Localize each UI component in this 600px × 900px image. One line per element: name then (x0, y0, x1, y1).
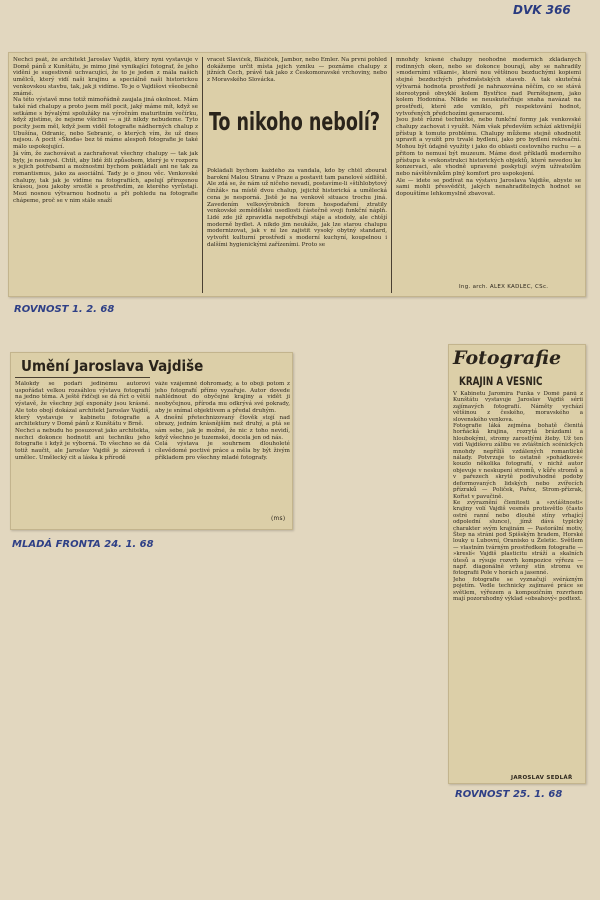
clip1-col2b: Pokládali bychom každého za vandala, kdo by chtěl zbourat barokní Malou Stranu v Praze a postavit tam panelové sídliště. Ale zdá se, že nám už ničeho nevadí, postavíme-li »štíhlobytový činžák« na místě dvou chalup, jejichž historická a umělecká cena je nesporná. Jistě je na venkově situace trochu jiná. Zavedením velkovýrobních forem hospodaření ztratily venkovské zemědělské usedlosti částečně svoji funkční náplň. Lidé zde již zpravidla nepotřebují stáje a stodoly, ale chtějí moderně bydlet. A nikdo jim neukáže, jak lze starou chalupu modernizovat, jak v ní lze zajistit vysoký obytný standard, vytvořit kulturní prostředí s moderní kuchyní, koupelnou i dalšími hygienickými zařízeními. Proto se (207, 168, 387, 248)
clip3-signature: JAROSLAV SEDLÁŘ (511, 775, 573, 781)
clip2-source-label: MLADÁ FRONTA 24. 1. 68 (12, 539, 154, 550)
clip3-headline-script: Fotografie (453, 347, 562, 369)
clip2-rule (15, 377, 150, 378)
clip2-col1: Málokdy se podaří jedinému autorovi uspořádat velkou rozsáhlou výstavu fotografií na jedno téma. A ještě řidčeji se dá říct o větší výstavě, že všechny její exponáty jsou krásné. Ale toto obojí dokázal architekt Jaroslav Vajdiš, který vystavuje v kabinetu fotografie a architektury v Domě pánů z Kunštátu v Brně. Nechci a nebudu ho posuzovat jako architekta, nechci dokonce hodnotit ani techniku jeho fotografie i když je výborná. To všechno se dá totiž naučit, ale Jaroslav Vajdiš je zároveň i umělec. Umělecký cit a láska k přírodě (15, 381, 150, 461)
clip2-col2: váže vzájemně dohromady, a to obojí potom z jeho fotografií přímo vyzařuje. Autor dovede nahlédnout do obyčejné krajiny a vidět ji neobyčejnou, příroda mu odkrývá své pokrady, aby je snímal objektivem a předal druhým. A dnešní přetechnizovaný člověk stojí nad obrazy, jedním krásnějším než druhý, a ptá se sám sebe, jak je možné, že nic z toho nevidí, když všechno je tuzemské, docela jen od nás. Celá výstava je souhrnem dlouholeté cílevědomé poctivé práce a měla by být živým příkladem pro všechny mladé fotografy. (155, 381, 290, 461)
clip1-divider (202, 57, 203, 293)
clip3-source-label: ROVNOST 25. 1. 68 (455, 789, 563, 800)
clip1-source-label: ROVNOST 1. 2. 68 (14, 304, 115, 315)
clip3-headline-sub: KRAJIN A VESNIC (459, 374, 543, 388)
clipping-mlada-fronta (10, 352, 293, 530)
clip1-col2: vracet Slavíček, Blažíček, Jambor, nebo Emler. Na první pohled dokážeme určit místa jejich vzniku — poznáme chalupy z jižních Čech, právě tak jako z Českomoravské vrchoviny, nebo z Moravského Slovácka. (207, 57, 387, 84)
clip1-col1: Nechci psát, že architekt Jaroslav Vajdiš, který nyní vystavuje v Domě pánů z Kunštátu, je mimo jiné vynikající fotograf, že jeho vidění je sugestivně uchvacující, že to je jeden z mála našich umělců, který vidí naši krajinu a speciálně naši historickou venkovskou stavbu, tak, jak ji vidíme. To je o Vajdišovi všeobecně známé. Na této výstavě mne totiž mimořádně zaujala jiná okolnost. Mám také rád chalupy a proto jsem měl pocit, jaký máme mít, když se setkáme s bývalými spolužáky na výročním maturitním večírku, když zjistíme, že nejsme všichni — a již nikdy nebudeme. Tyto pocity jsem měl, když jsem viděl fotografie nádherných chalup z Ubušína, Odranic, nebo Sebranic, o kterých vím, že už dnes nejsou. A pocit »Škoda« bez té máme alespoň fotografie je také málo uspokojující. Já vím, že zachovávat a zachraňovat všechny chalupy — tak jak byly, je nesmysl. Chtít, aby lidé žili způsobem, který je v rozporu s jejich potřebami a možnostmi bychom pokládali ani ne tak za romantismus, jako za asociální. Tady je o jinou věc. Venkovské chalupy, tak jak je vidíme na fotografiích, apelují přirozenou krásou, jsou jakoby srostlé s prostředím, ze kterého vyrůstají. Mezi nosnou výtvarnou hodnotu a při pohledu na fotografie chápeme, proč se v nim stále snaží (13, 57, 198, 204)
clip1-headline: To nikoho nebolí? (209, 107, 381, 136)
clip3-col: V Kabinetu Jaromíra Funka v Domě pánů z Kunštátu vystavuje Jaroslav Vajdiš sérii zajímavých fotografií. Náměty vychází většinou z českého, moravského a slovenského venkova. Fotografie láká zejména bohatě členitá horňácká krajina, rozrytá brázdami a hloubokými, stromy zarostlými žleby. Už ten vidí Vajdišovu zálibu ve zvláštních scénických mnohdy nepřílíš vzdálených romantické nálady. Potvrzuje to ostatně »pohádkové« kouzlo několika fotografií, v nichž autor objevuje v neskupení stromů, v kůře stromů a v pařezech skrytě podivuhodné podoby deformovaných lidských nebo zvířecích přízraků — Poliček, Pařez, Strom-přízrak, Kořist v pavučině. Ke zvýraznění členitosti a »zvláštnosti« krajiny volí Vajdiš vesměs protisvětlo (často ostré ranní nebo dlouhé stíny vrhající odpolední slunce), jímž dává typický charakter svým krajinám — Pastorální motiv, Štep na stráni pod Spišským hradem, Horské louky u Lubovní, Oranisko u Želetic. Světlem — vlastním tvárným prostředkem fotografie — »kreslí« Vajdiš plasticitu stráží a skalních útesů a rýsuje rozvrh kompozice výřezu — např. diagonálně vržený stín stromu ve fotografii Pole v horách a jasenné. Jeho fotografie se vyznačují svérázným pojetím. Vedle technicky zajímavé práce se světlem, výřezem a kompozičním rozvrhem mají pozoruhodný výklad »obsahový« podtext. (453, 391, 583, 602)
archive-mark: DVK 366 (513, 3, 571, 17)
clip1-divider-2 (391, 57, 392, 293)
clipping-rovnost-1 (8, 52, 586, 297)
clip1-signature: Ing. arch. ALEX KADLEC, CSc. (459, 284, 549, 290)
clip2-headline: Umění Jaroslava Vajdiše (21, 357, 204, 375)
clipping-rovnost-2 (448, 344, 586, 784)
clip2-signature: (ms) (271, 516, 286, 522)
clip1-col3: mnohdy krásné chalupy neohodné moderních zkládaných rodinných oken, nebo se dokonce bourají, aby se nahradily »moderními vilkami«, které nou většinou bezduchými kopiemi stejné bezduchých předměstských staveb. A tak skutečná výtvarná hodnota prostředí je nahrazována něčím, co se stává stereotypně obvyklé kolem Bystřice nad Pernštejnem, jako kolem Hodonína. Nikde se neuskutečňuje snaha navázat na prostředí, které zde vzniklo, při respektování hodnot, vytvořených předchozími generacemi. Jsou jistě různé technické, nebo funkční formy jak venkovské chalupy zachovat i využít. Nám však především schází aktivnější přístup k tomuto problému. Chalupy můžeme stejně ohodnotit upravit a využít pro trvalé bydlení, jako pro bydlení rekreační. Mohou být údajně využity i jako do oblasti cestovního ruchu — a přitom to nemusí být muzeum. Máme dost příkladů moderního přístupu k »rekonstrukci historických objektů, které nevedou ke konzervaci, ale vhodně upravené poskytují svým uživatelům nebo návštěvníkům plný komfort pro uspokojení. Ale — idete se podívat na výstavu Jaroslava Vajdiše, abyste se sami mohli přesvědčit, jakých nenahraditelných hodnot se dopouštíme lehkomyslně zbavovat. (396, 57, 581, 198)
